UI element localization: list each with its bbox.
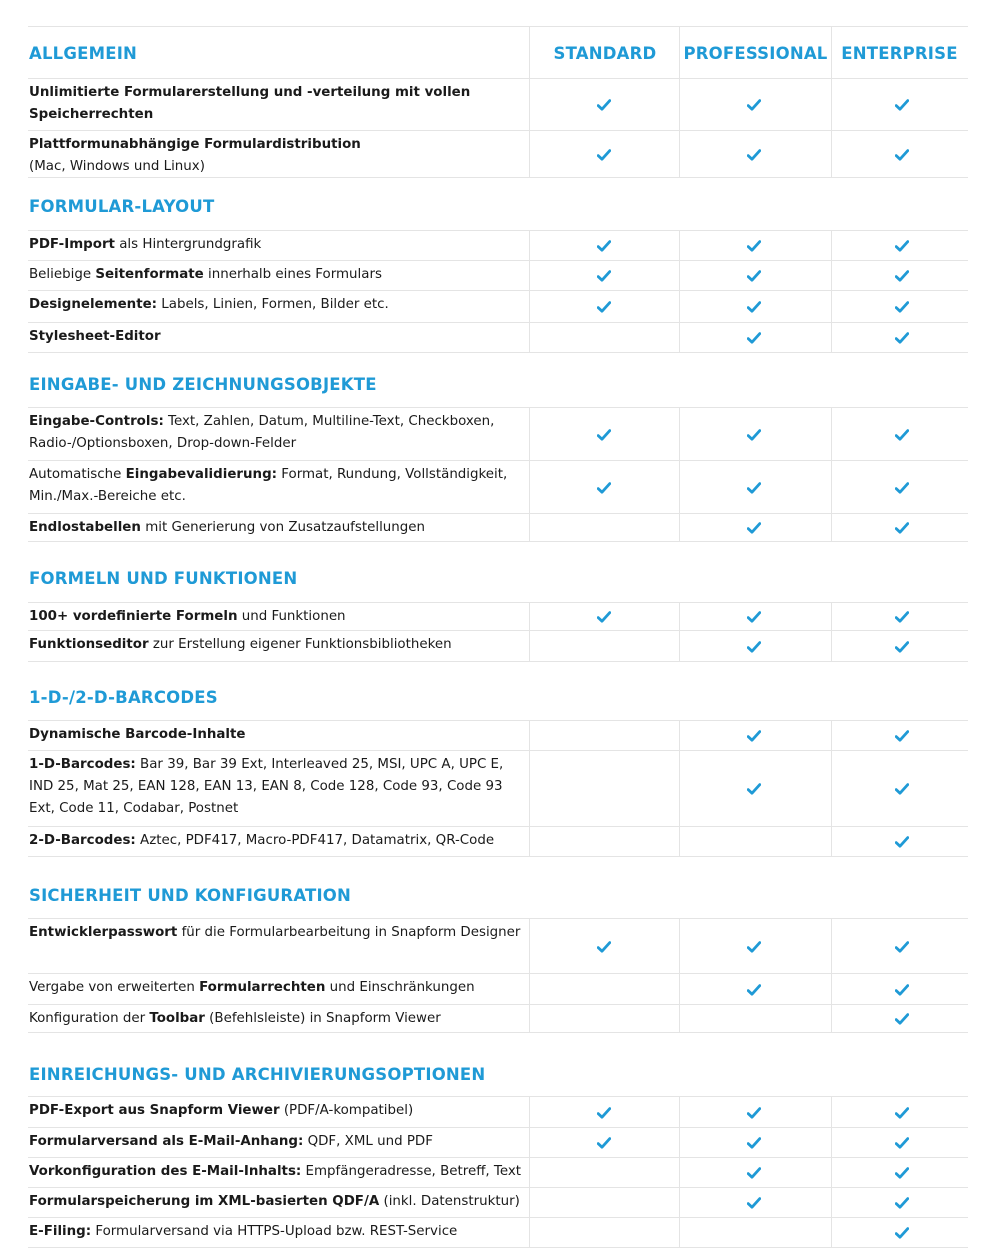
checkmark-icon (895, 611, 909, 623)
row-divider (28, 407, 968, 408)
feature-description: Aztec, PDF417, Macro-PDF417, Datamatrix, QR-Code (135, 833, 495, 848)
checkmark-icon (597, 240, 611, 252)
feature-row-label (29, 1008, 524, 1030)
row-divider (28, 750, 968, 751)
feature-name: E-Filing: (29, 1224, 92, 1239)
feature-row-label (29, 1221, 524, 1243)
feature-row-label (29, 294, 524, 316)
row-divider (28, 1157, 968, 1158)
checkmark-icon (597, 149, 611, 161)
column-header-enterprise: ENTERPRISE (841, 44, 958, 63)
checkmark-icon (597, 1107, 611, 1119)
row-divider (28, 973, 968, 974)
row-divider (28, 78, 968, 79)
feature-name: Eingabe-Controls: (29, 414, 164, 429)
feature-name: 2-D-Barcodes: (29, 833, 136, 848)
checkmark-icon (895, 730, 909, 742)
checkmark-icon (895, 429, 909, 441)
checkmark-icon (895, 240, 909, 252)
checkmark-icon (747, 1167, 761, 1179)
checkmark-icon (597, 1137, 611, 1149)
feature-row-label (29, 326, 524, 348)
feature-name: PDF-Export aus Snapform Viewer (29, 1103, 280, 1118)
feature-name: Vorkonfiguration des E-Mail-Inhalts: (29, 1164, 302, 1179)
feature-name: Formularrechten (199, 980, 326, 995)
section-title: ALLGEMEIN (29, 44, 138, 63)
row-divider (28, 826, 968, 827)
feature-description: (Mac, Windows und Linux) (29, 159, 205, 174)
checkmark-icon (747, 641, 761, 653)
row-divider (28, 230, 968, 231)
checkmark-icon (895, 1227, 909, 1239)
row-divider (28, 460, 968, 461)
column-divider (529, 230, 530, 352)
feature-name: Formularversand als E-Mail-Anhang: (29, 1134, 304, 1149)
checkmark-icon (895, 1013, 909, 1025)
feature-text: Beliebige (29, 267, 96, 282)
checkmark-icon (747, 941, 761, 953)
checkmark-icon (597, 941, 611, 953)
column-divider (529, 1096, 530, 1247)
checkmark-icon (895, 482, 909, 494)
feature-description: für die Formularbearbeitung in Snapform Designer (177, 925, 521, 940)
feature-description: Formularversand via HTTPS-Upload bzw. REST-Service (91, 1224, 458, 1239)
feature-row-label (29, 411, 524, 455)
checkmark-icon (895, 522, 909, 534)
feature-name: Funktionseditor (29, 637, 149, 652)
row-divider (28, 1032, 968, 1033)
checkmark-icon (747, 1137, 761, 1149)
checkmark-icon (895, 99, 909, 111)
feature-description: (inkl. Datenstruktur) (379, 1194, 520, 1209)
column-divider (679, 602, 680, 661)
feature-row-label (29, 1161, 524, 1183)
feature-row-label (29, 82, 524, 126)
section-title: EINREICHUNGS- UND ARCHIVIERUNGSOPTIONEN (29, 1065, 486, 1084)
column-divider (529, 720, 530, 856)
feature-description: mit Generierung von Zusatzaufstellungen (140, 520, 425, 535)
column-divider (529, 407, 530, 541)
column-divider (679, 918, 680, 1032)
feature-name: Endlostabellen (29, 520, 141, 535)
row-divider (28, 177, 968, 178)
feature-row-label (29, 1191, 524, 1213)
feature-row-label (29, 634, 524, 656)
feature-name: Designelemente: (29, 297, 158, 312)
column-divider (831, 230, 832, 352)
column-divider (529, 918, 530, 1032)
feature-text: Automatische (29, 467, 126, 482)
row-divider (28, 602, 968, 603)
column-divider (679, 1096, 680, 1247)
column-header-professional: PROFESSIONAL (683, 44, 828, 63)
checkmark-icon (747, 99, 761, 111)
feature-description: und Funktionen (237, 609, 346, 624)
feature-text: Konfiguration der (29, 1011, 150, 1026)
feature-description: Format, Rundung, Vollständigkeit, Min./Max.-Bereiche etc. (29, 467, 508, 504)
checkmark-icon (895, 783, 909, 795)
row-divider (28, 661, 968, 662)
feature-row-label (29, 134, 524, 178)
section-title: 1-D-/2-D-BARCODES (29, 688, 218, 707)
feature-name: Seitenformate (95, 267, 204, 282)
feature-row-label (29, 606, 524, 628)
row-divider (28, 1247, 968, 1248)
column-divider (831, 720, 832, 856)
feature-name: 100+ vordefinierte Formeln (29, 609, 238, 624)
table-top-border (28, 26, 968, 27)
feature-description: zur Erstellung eigener Funktionsbibliotheken (148, 637, 452, 652)
row-divider (28, 130, 968, 131)
row-divider (28, 541, 968, 542)
feature-row-label (29, 264, 524, 286)
feature-row-label (29, 754, 524, 820)
checkmark-icon (747, 332, 761, 344)
checkmark-icon (747, 522, 761, 534)
feature-name: Unlimitierte Formularerstellung und -verteilung mit vollen Speicherrechten (29, 85, 471, 122)
checkmark-icon (895, 984, 909, 996)
column-divider (679, 230, 680, 352)
feature-name: PDF-Import (29, 237, 115, 252)
checkmark-icon (895, 301, 909, 313)
row-divider (28, 352, 968, 353)
feature-row-label (29, 922, 524, 944)
row-divider (28, 322, 968, 323)
feature-description: Text, Zahlen, Datum, Multiline-Text, Checkboxen, Radio-/Optionsboxen, Drop-down-Felder (29, 414, 495, 451)
feature-row-label (29, 1100, 524, 1122)
checkmark-icon (747, 984, 761, 996)
feature-description: Bar 39, Bar 39 Ext, Interleaved 25, MSI, UPC A, UPC E, IND 25, Mat 25, EAN 128, EAN 13, EAN 8, Code 128, Code 93, Code 93 Ext, Code 11, Codabar, Postnet (29, 757, 504, 816)
feature-row-label (29, 464, 524, 508)
checkmark-icon (895, 332, 909, 344)
feature-description: (PDF/A-kompatibel) (279, 1103, 414, 1118)
section-title: FORMULAR-LAYOUT (29, 197, 215, 216)
feature-row-label (29, 234, 524, 256)
checkmark-icon (747, 783, 761, 795)
checkmark-icon (895, 1137, 909, 1149)
checkmark-icon (747, 482, 761, 494)
column-divider (679, 720, 680, 856)
column-divider (831, 918, 832, 1032)
column-divider (831, 1096, 832, 1247)
feature-name: Formularspeicherung im XML-basierten QDF/A (29, 1194, 380, 1209)
row-divider (28, 856, 968, 857)
column-divider (529, 602, 530, 661)
checkmark-icon (895, 641, 909, 653)
column-divider (831, 407, 832, 541)
row-divider (28, 630, 968, 631)
row-divider (28, 513, 968, 514)
feature-description: und Einschränkungen (325, 980, 475, 995)
feature-description: QDF, XML und PDF (303, 1134, 433, 1149)
checkmark-icon (747, 1197, 761, 1209)
feature-name: Dynamische Barcode-Inhalte (29, 727, 246, 742)
feature-row-label (29, 724, 524, 746)
checkmark-icon (747, 240, 761, 252)
column-divider (831, 26, 832, 177)
feature-name: Eingabevalidierung: (125, 467, 278, 482)
column-divider (831, 602, 832, 661)
section-title: EINGABE- UND ZEICHNUNGSOBJEKTE (29, 375, 377, 394)
row-divider (28, 1127, 968, 1128)
feature-name: Plattformunabhängige Formulardistribution (29, 137, 361, 152)
checkmark-icon (747, 730, 761, 742)
column-header-standard: STANDARD (553, 44, 657, 63)
feature-text: Vergabe von erweiterten (29, 980, 200, 995)
feature-name: Toolbar (149, 1011, 205, 1026)
row-divider (28, 1217, 968, 1218)
checkmark-icon (597, 611, 611, 623)
column-divider (679, 407, 680, 541)
checkmark-icon (895, 1167, 909, 1179)
row-divider (28, 1096, 968, 1097)
row-divider (28, 260, 968, 261)
feature-row-label (29, 1131, 524, 1153)
checkmark-icon (747, 1107, 761, 1119)
checkmark-icon (597, 301, 611, 313)
checkmark-icon (747, 429, 761, 441)
row-divider (28, 720, 968, 721)
column-divider (679, 26, 680, 177)
checkmark-icon (895, 1107, 909, 1119)
feature-description: als Hintergrundgrafik (114, 237, 262, 252)
row-divider (28, 1187, 968, 1188)
row-divider (28, 918, 968, 919)
checkmark-icon (597, 99, 611, 111)
feature-row-label (29, 977, 524, 999)
section-title: SICHERHEIT UND KONFIGURATION (29, 886, 352, 905)
feature-description: Labels, Linien, Formen, Bilder etc. (157, 297, 389, 312)
checkmark-icon (597, 482, 611, 494)
checkmark-icon (895, 941, 909, 953)
feature-name: 1-D-Barcodes: (29, 757, 136, 772)
checkmark-icon (895, 149, 909, 161)
checkmark-icon (597, 429, 611, 441)
feature-name: Stylesheet-Editor (29, 329, 161, 344)
row-divider (28, 290, 968, 291)
feature-description: (Befehlsleiste) in Snapform Viewer (204, 1011, 441, 1026)
checkmark-icon (747, 611, 761, 623)
checkmark-icon (747, 301, 761, 313)
feature-description: Empfängeradresse, Betreff, Text (301, 1164, 522, 1179)
column-divider (529, 26, 530, 177)
checkmark-icon (747, 149, 761, 161)
feature-row-label (29, 830, 524, 852)
row-divider (28, 1004, 968, 1005)
checkmark-icon (895, 1197, 909, 1209)
feature-description: innerhalb eines Formulars (203, 267, 382, 282)
feature-row-label (29, 517, 524, 539)
feature-name: Entwicklerpasswort (29, 925, 178, 940)
checkmark-icon (895, 836, 909, 848)
checkmark-icon (597, 270, 611, 282)
checkmark-icon (747, 270, 761, 282)
section-title: FORMELN UND FUNKTIONEN (29, 569, 298, 588)
checkmark-icon (895, 270, 909, 282)
